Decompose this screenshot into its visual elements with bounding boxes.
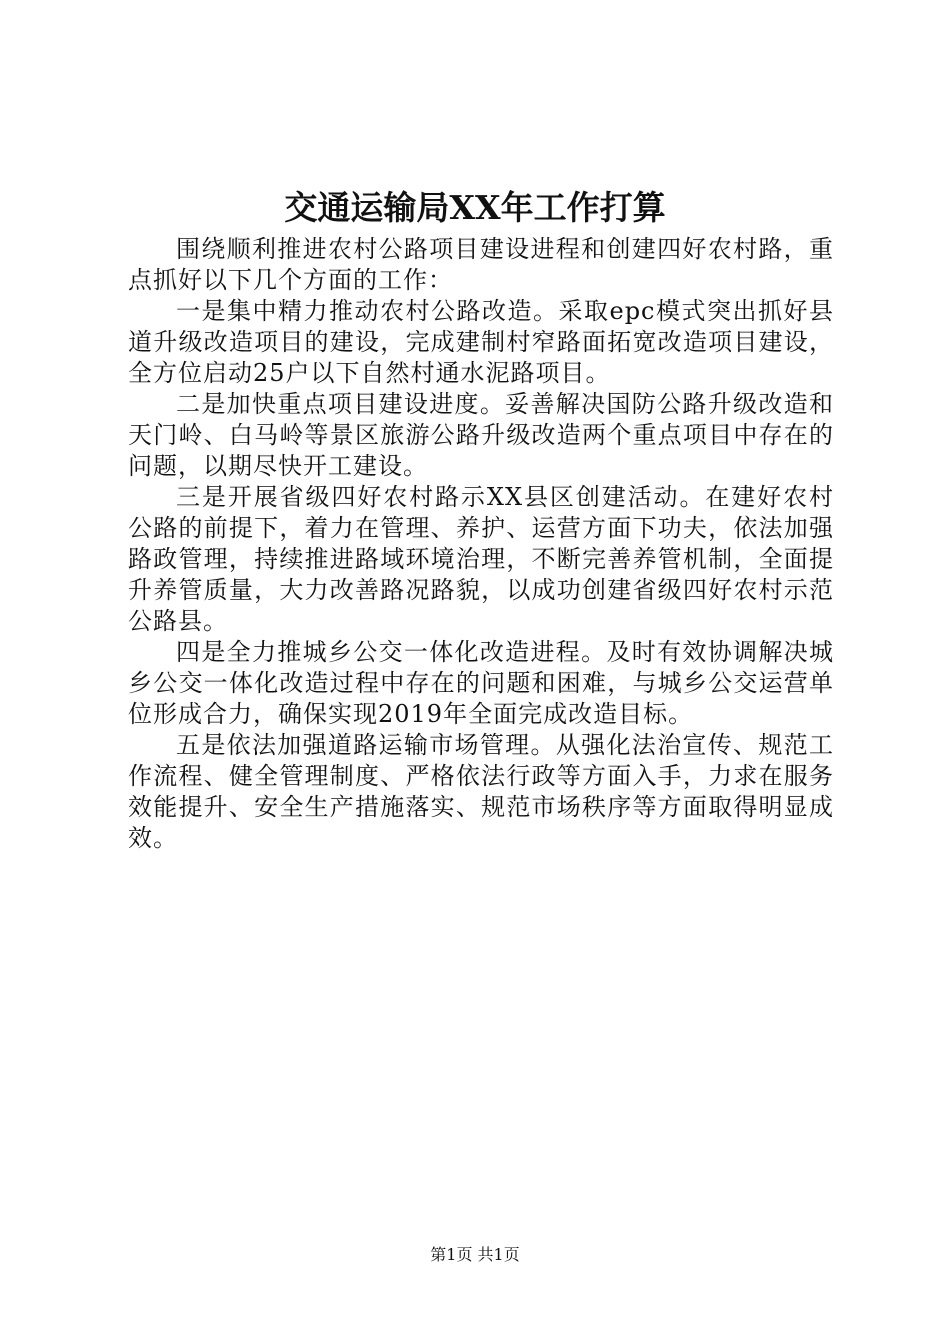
paragraph-item-4: 四是全力推城乡公交一体化改造进程。及时有效协调解决城乡公交一体化改造过程中存在的问题和困难，与城乡公交运营单位形成合力，确保实现2019年全面完成改造目标。 <box>128 638 834 728</box>
document-title: 交通运输局XX年工作打算 <box>284 188 666 227</box>
paragraph-item-1: 一是集中精力推动农村公路改造。采取epc模式突出抓好县道升级改造项目的建设，完成建制村窄路面拓宽改造项目建设，全方位启动25户以下自然村通水泥路项目。 <box>128 297 834 387</box>
page-footer: 第1页 共1页 <box>430 1245 520 1264</box>
document-body <box>128 234 834 854</box>
paragraph-item-5: 五是依法加强道路运输市场管理。从强化法治宣传、规范工作流程、健全管理制度、严格依法行政等方面入手，力求在服务效能提升、安全生产措施落实、规范市场秩序等方面取得明显成效。 <box>128 731 834 852</box>
paragraph-intro: 围绕顺利推进农村公路项目建设进程和创建四好农村路，重点抓好以下几个方面的工作： <box>128 235 834 294</box>
paragraph-item-2: 二是加快重点项目建设进度。妥善解决国防公路升级改造和天门岭、白马岭等景区旅游公路升级改造两个重点项目中存在的问题，以期尽快开工建设。 <box>128 390 834 480</box>
paragraph-item-3: 三是开展省级四好农村路示XX县区创建活动。在建好农村公路的前提下，着力在管理、养护、运营方面下功夫，依法加强路政管理，持续推进路域环境治理，不断完善养管机制，全面提升养管质量，大力改善路况路貌，以成功创建省级四好农村示范公路县。 <box>128 483 834 635</box>
